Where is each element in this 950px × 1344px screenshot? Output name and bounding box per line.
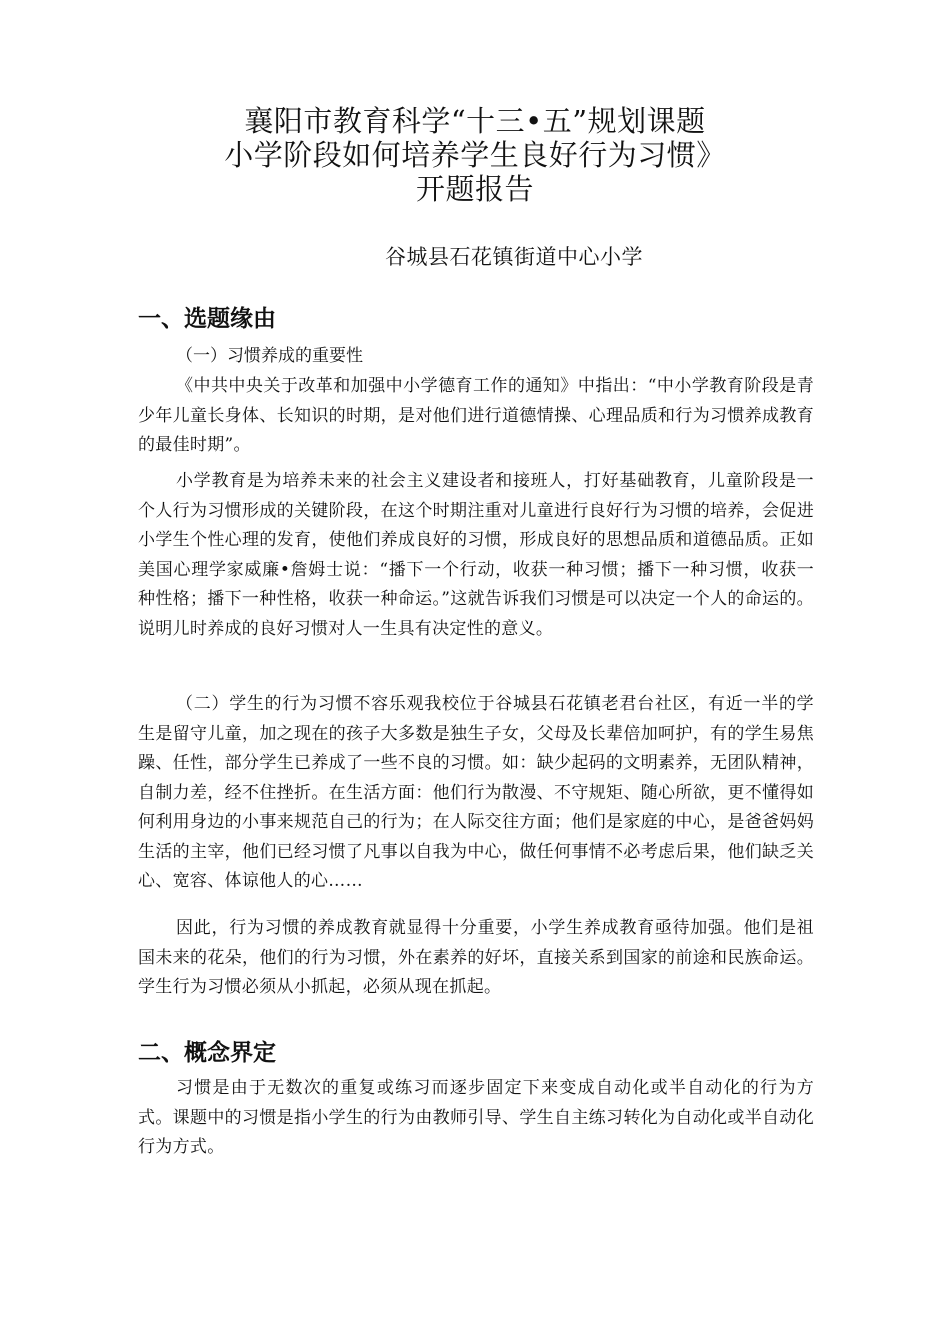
title-line-3: 开题报告	[415, 172, 534, 206]
paragraph-notice-quote: 《中共中央关于改革和加强中小学德育工作的通知》中指出：“中小学教育阶段是青少年儿童长身体、长知识的时期，是对他们进行道德情操、心理品质和行为习惯养成教育的最佳时期”。	[138, 376, 814, 455]
title-line-2: 小学阶段如何培养学生良好行为习惯》	[224, 138, 726, 172]
section-heading-2: 二、概念界定	[138, 1040, 276, 1066]
report-title	[0, 104, 950, 206]
paragraph-behavior-status: （二）学生的行为习惯不容乐观我校位于谷城县石花镇老君台社区，有近一半的学生是留守儿童，加之现在的孩子大多数是独生子女，父母及长辈倍加呵护，有的学生易焦躁、任性，部分学生已养成了一些不良的习惯。如：缺少起码的文明素养，无团队精神，自制力差，经不住挫折。在生活方面：他们行为散漫、不守规矩、随心所欲，更不懂得如何利用身边的小事来规范自己的行为；在人际交往方面；他们是家庭的中心，是爸爸妈妈生活的主宰，他们已经习惯了凡事以自我为中心，做任何事情不必考虑后果，他们缺乏关心、宽容、体谅他人的心……	[138, 694, 814, 891]
paragraph-primary-education: 小学教育是为培养未来的社会主义建设者和接班人，打好基础教育，儿童阶段是一个人行为习惯形成的关键阶段，在这个时期注重对儿童进行良好行为习惯的培养，会促进小学生个性心理的发育，使他们养成良好的习惯，形成良好的思想品质和道德品质。正如美国心理学家威廉•詹姆士说：“播下一个行动，收获一种习惯；播下一种习惯，收获一种性格；播下一种性格，收获一种命运。”这就告诉我们习惯是可以决定一个人的命运的。说明儿时养成的良好习惯对人一生具有决定性的意义。	[138, 471, 814, 639]
title-line-1: 襄阳市教育科学“十三•五”规划课题	[244, 104, 706, 138]
section-heading-1: 一、选题缘由	[138, 306, 276, 332]
subheading-importance: （一）习惯养成的重要性	[176, 346, 363, 366]
school-name: 谷城县石花镇街道中心小学	[385, 245, 643, 269]
paragraph-habit-definition: 习惯是由于无数次的重复或练习而逐步固定下来变成自动化或半自动化的行为方式。课题中的习惯是指小学生的行为由教师引导、学生自主练习转化为自动化或半自动化行为方式。	[138, 1078, 814, 1157]
paragraph-conclusion: 因此，行为习惯的养成教育就显得十分重要，小学生养成教育亟待加强。他们是祖国未来的花朵，他们的行为习惯，外在素养的好坏，直接关系到国家的前途和民族命运。学生行为习惯必须从小抓起，必须从现在抓起。	[138, 918, 814, 997]
